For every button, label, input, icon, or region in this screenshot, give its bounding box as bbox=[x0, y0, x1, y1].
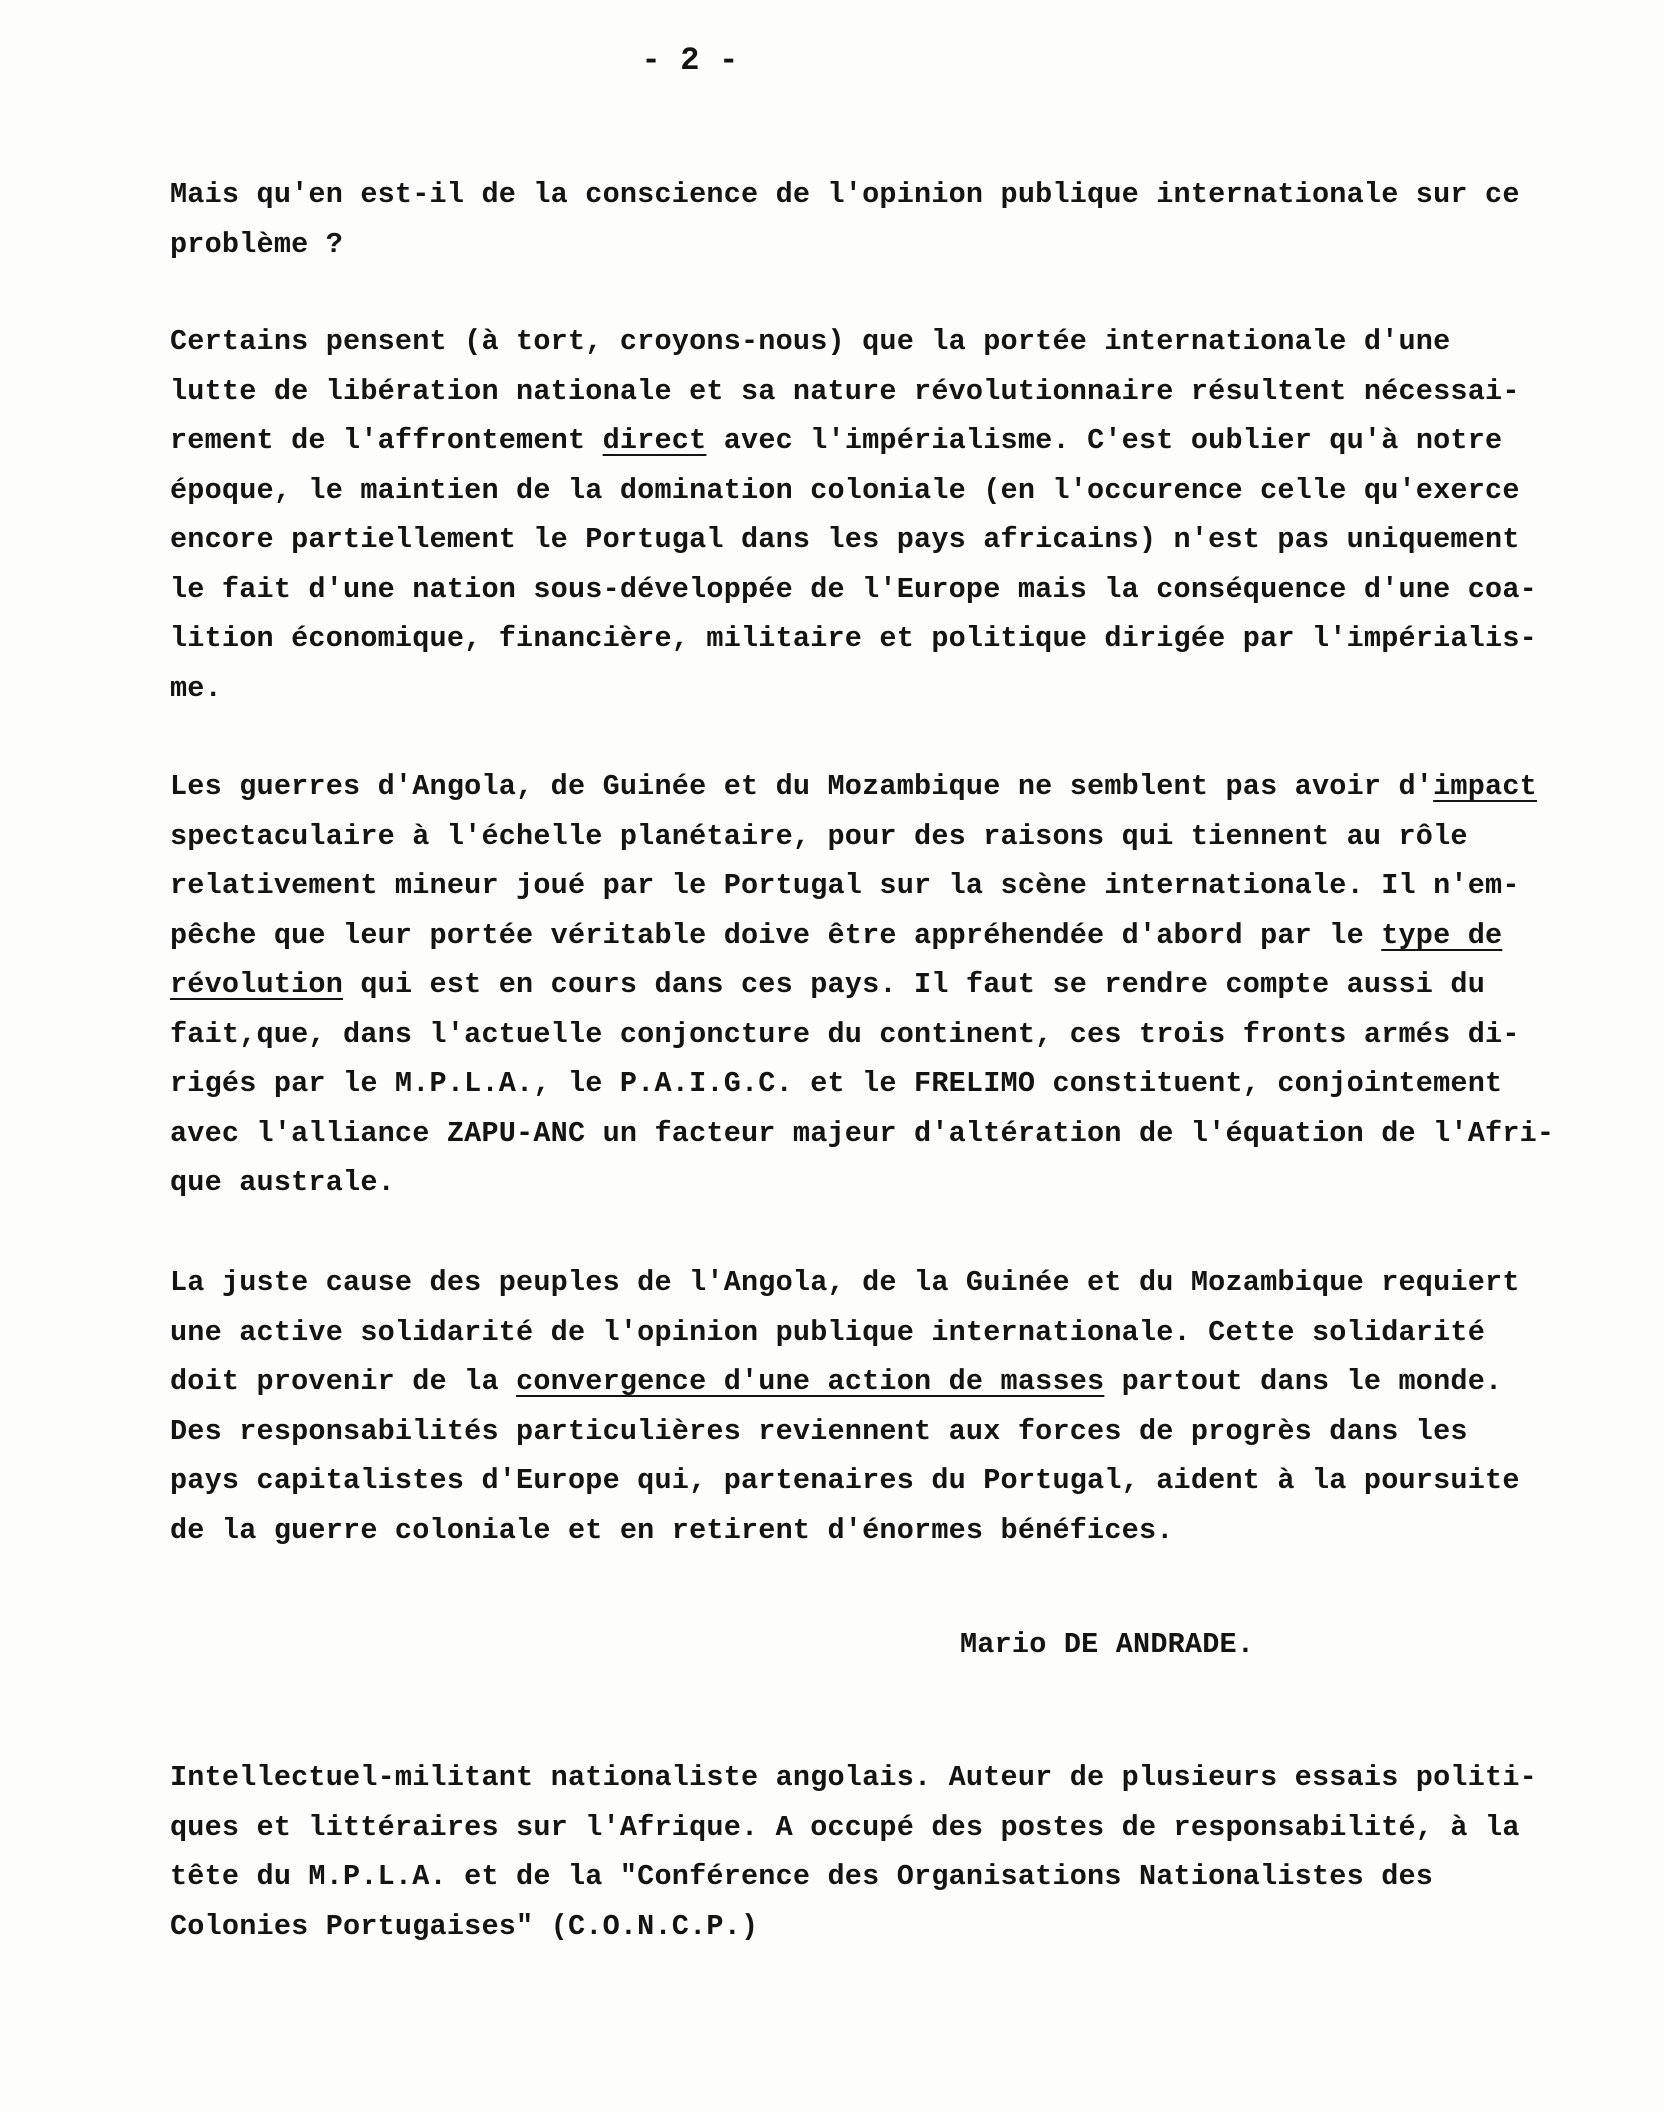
underlined-text: direct bbox=[602, 424, 707, 457]
text-line: fait,que, dans l'actuelle conjoncture du continent, ces trois fronts armés di- bbox=[170, 1017, 1520, 1051]
text-line bbox=[170, 762, 1630, 812]
text-line: encore partiellement le Portugal dans les pays africains) n'est pas uniquement bbox=[170, 523, 1520, 556]
underlined-text: révolution bbox=[170, 968, 344, 1001]
underlined-text: impact bbox=[1433, 770, 1537, 803]
text-line: avec l'alliance ZAPU-ANC un facteur majeur d'altération de l'équation de l'Afri- bbox=[170, 1116, 1555, 1150]
text-line: rigés par le M.P.L.A., le P.A.I.G.C. et le FRELIMO constituent, conjointement bbox=[170, 1067, 1503, 1100]
author-bio bbox=[170, 1753, 1630, 1951]
text-line: époque, le maintien de la domination coloniale (en l'occurence celle qu'exerce bbox=[170, 473, 1520, 507]
text-segment: qui est en cours dans ces pays. Il faut se rendre compte aussi du bbox=[343, 968, 1486, 1001]
text-line bbox=[170, 960, 1630, 1010]
text-line bbox=[170, 1357, 1630, 1407]
text-line: Intellectuel-militant nationaliste angolais. Auteur de plusieurs essais politi- bbox=[170, 1761, 1537, 1794]
page-number: - 2 - bbox=[641, 42, 739, 79]
text-line: problème ? bbox=[170, 227, 344, 261]
text-line: une active solidarité de l'opinion publique internationale. Cette solidarité bbox=[170, 1315, 1486, 1349]
paragraph-1 bbox=[170, 170, 1630, 269]
text-line: le fait d'une nation sous-développée de l'Europe mais la conséquence d'une coa- bbox=[170, 572, 1537, 606]
text-segment: partout dans le monde. bbox=[1104, 1365, 1503, 1398]
text-segment: avec l'impérialisme. C'est oublier qu'à notre bbox=[706, 424, 1503, 457]
signature: Mario DE ANDRADE. bbox=[960, 1628, 1255, 1661]
text-line: que australe. bbox=[170, 1166, 395, 1199]
text-line: de la guerre coloniale et en retirent d'énormes bénéfices. bbox=[170, 1513, 1174, 1547]
text-line: lition économique, financière, militaire et politique dirigée par l'impérialis- bbox=[170, 622, 1537, 655]
text-line: Certains pensent (à tort, croyons-nous) que la portée internationale d'une bbox=[170, 325, 1451, 358]
text-line: La juste cause des peuples de l'Angola, de la Guinée et du Mozambique requiert bbox=[170, 1266, 1520, 1299]
paragraph-4 bbox=[170, 1258, 1630, 1555]
text-segment: doit provenir de la bbox=[170, 1365, 517, 1398]
text-line: relativement mineur joué par le Portugal sur la scène internationale. Il n'em- bbox=[170, 869, 1520, 902]
text-line: Mais qu'en est-il de la conscience de l'opinion publique internationale sur ce bbox=[170, 178, 1520, 211]
text-line bbox=[170, 911, 1630, 961]
paragraph-3 bbox=[170, 762, 1630, 1208]
text-line: pays capitalistes d'Europe qui, partenaires du Portugal, aident à la poursuite bbox=[170, 1464, 1520, 1497]
text-line bbox=[170, 416, 1630, 466]
text-line: Colonies Portugaises" (C.O.N.C.P.) bbox=[170, 1909, 759, 1943]
underlined-text: type de bbox=[1381, 918, 1503, 952]
text-line: ques et littéraires sur l'Afrique. A occupé des postes de responsabilité, à la bbox=[170, 1810, 1520, 1844]
text-segment: Les guerres d'Angola, de Guinée et du Mozambique ne semblent pas avoir d' bbox=[170, 770, 1434, 803]
underlined-text: convergence d'une action de masses bbox=[516, 1365, 1105, 1398]
text-segment: pêche que leur portée véritable doive être appréhendée d'abord par le bbox=[170, 918, 1382, 952]
text-line: me. bbox=[170, 671, 222, 705]
text-line: lutte de libération nationale et sa nature révolutionnaire résultent nécessai- bbox=[170, 374, 1520, 408]
paragraph-2 bbox=[170, 317, 1630, 713]
text-line: spectaculaire à l'échelle planétaire, pour des raisons qui tiennent au rôle bbox=[170, 819, 1468, 853]
text-line: Des responsabilités particulières reviennent aux forces de progrès dans les bbox=[170, 1414, 1468, 1448]
text-segment: rement de l'affrontement bbox=[170, 424, 603, 457]
text-line: tête du M.P.L.A. et de la "Conférence des Organisations Nationalistes des bbox=[170, 1860, 1434, 1893]
